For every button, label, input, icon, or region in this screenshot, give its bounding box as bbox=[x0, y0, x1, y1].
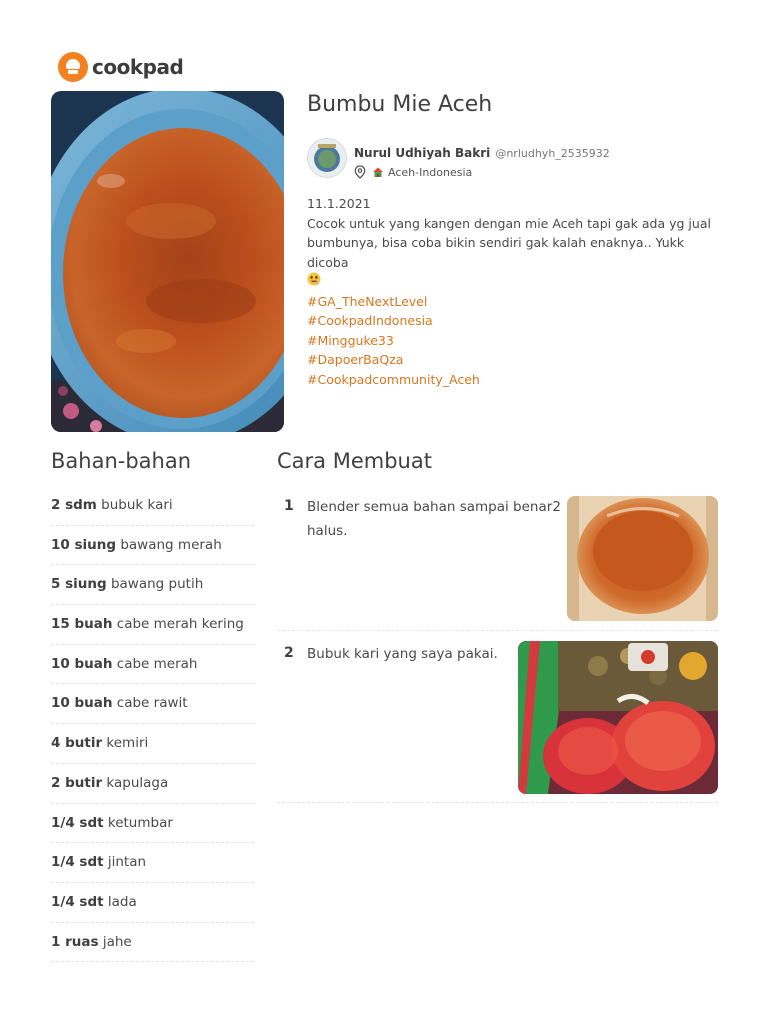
ingredient-name: bawang putih bbox=[110, 576, 204, 593]
step-number: 2 bbox=[284, 645, 294, 661]
ingredient-item bbox=[51, 526, 254, 566]
ingredient-quantity: 10 buah bbox=[51, 695, 113, 712]
drooling-face-emoji-icon bbox=[307, 272, 321, 286]
hashtag-link[interactable]: #CookpadIndonesia bbox=[307, 313, 433, 328]
ingredient-item bbox=[51, 724, 254, 764]
ingredient-name: lada bbox=[107, 893, 137, 910]
location-pin-icon bbox=[354, 165, 366, 179]
step-photo[interactable] bbox=[567, 496, 718, 621]
brand-name: cookpad bbox=[92, 55, 184, 79]
ingredient-name: cabe rawit bbox=[116, 695, 188, 712]
ingredient-name: jintan bbox=[107, 854, 147, 871]
author-location bbox=[354, 165, 610, 179]
hashtag-link[interactable]: #GA_TheNextLevel bbox=[307, 293, 428, 309]
ingredient-item bbox=[51, 605, 254, 645]
step-photo[interactable] bbox=[518, 641, 718, 794]
recipe-date: 11.1.2021 bbox=[307, 196, 371, 211]
ingredient-item bbox=[51, 804, 254, 844]
hashtag-link[interactable]: #Cookpadcommunity_Aceh bbox=[307, 371, 480, 387]
ingredient-item bbox=[51, 645, 254, 685]
ingredient-item bbox=[51, 565, 254, 605]
ingredient-item bbox=[51, 684, 254, 724]
ingredient-quantity: 15 buah bbox=[51, 616, 113, 633]
recipe-description bbox=[307, 194, 727, 389]
chef-hat-icon bbox=[58, 52, 88, 82]
ingredient-quantity: 2 sdm bbox=[51, 497, 97, 513]
ingredient-quantity: 1/4 sdt bbox=[51, 893, 104, 910]
hashtag-link[interactable]: #Mingguke33 bbox=[307, 332, 394, 348]
ingredient-name: kemiri bbox=[106, 735, 149, 752]
step-number: 1 bbox=[284, 498, 294, 514]
ingredient-quantity: 4 butir bbox=[51, 735, 103, 752]
ingredient-item bbox=[51, 843, 254, 883]
ingredient-name: ketumbar bbox=[107, 814, 173, 831]
step-item bbox=[277, 631, 718, 803]
house-icon bbox=[372, 166, 384, 178]
steps-list bbox=[277, 484, 718, 803]
ingredient-quantity: 5 siung bbox=[51, 576, 107, 593]
step-item bbox=[277, 484, 718, 631]
ingredient-name: kapulaga bbox=[106, 774, 169, 791]
ingredients-heading: Bahan-bahan bbox=[51, 449, 192, 473]
ingredient-name: jahe bbox=[102, 933, 132, 950]
location-text: Aceh-Indonesia bbox=[388, 165, 473, 179]
author-name[interactable]: Nurul Udhiyah Bakri bbox=[354, 146, 491, 160]
ingredient-name: bawang merah bbox=[120, 536, 222, 553]
ingredient-quantity: 1 ruas bbox=[51, 933, 99, 950]
step-text: Bubuk kari yang saya pakai. bbox=[307, 646, 498, 662]
steps-heading: Cara Membuat bbox=[277, 449, 432, 473]
ingredient-item bbox=[51, 923, 254, 963]
hashtag-link[interactable]: #DapoerBaQza bbox=[307, 352, 404, 367]
ingredient-item bbox=[51, 883, 254, 923]
ingredient-quantity: 10 siung bbox=[51, 536, 117, 553]
author-block[interactable] bbox=[307, 138, 610, 179]
ingredient-item bbox=[51, 764, 254, 804]
ingredient-quantity: 2 butir bbox=[51, 774, 103, 791]
recipe-hero-photo bbox=[51, 91, 284, 432]
ingredient-quantity: 10 buah bbox=[51, 655, 113, 672]
author-handle: @nrludhyh_2535932 bbox=[495, 147, 610, 160]
ingredient-name: bubuk kari bbox=[101, 497, 173, 513]
ingredient-item bbox=[51, 486, 254, 526]
description-text: Cocok untuk yang kangen dengan mie Aceh tapi gak ada yg jual bumbunya, bisa coba bikin sendiri gak kalah enaknya.. Yukk dicoba bbox=[307, 215, 711, 270]
cookpad-logo[interactable] bbox=[58, 52, 183, 82]
recipe-title: Bumbu Mie Aceh bbox=[307, 92, 493, 117]
ingredient-name: cabe merah kering bbox=[116, 616, 244, 633]
ingredient-quantity: 1/4 sdt bbox=[51, 814, 104, 831]
ingredient-quantity: 1/4 sdt bbox=[51, 854, 104, 871]
step-text: Blender semua bahan sampai benar2 halus. bbox=[307, 499, 561, 539]
ingredients-list bbox=[51, 486, 254, 962]
ingredient-name: cabe merah bbox=[116, 655, 198, 672]
author-avatar[interactable] bbox=[307, 138, 347, 178]
